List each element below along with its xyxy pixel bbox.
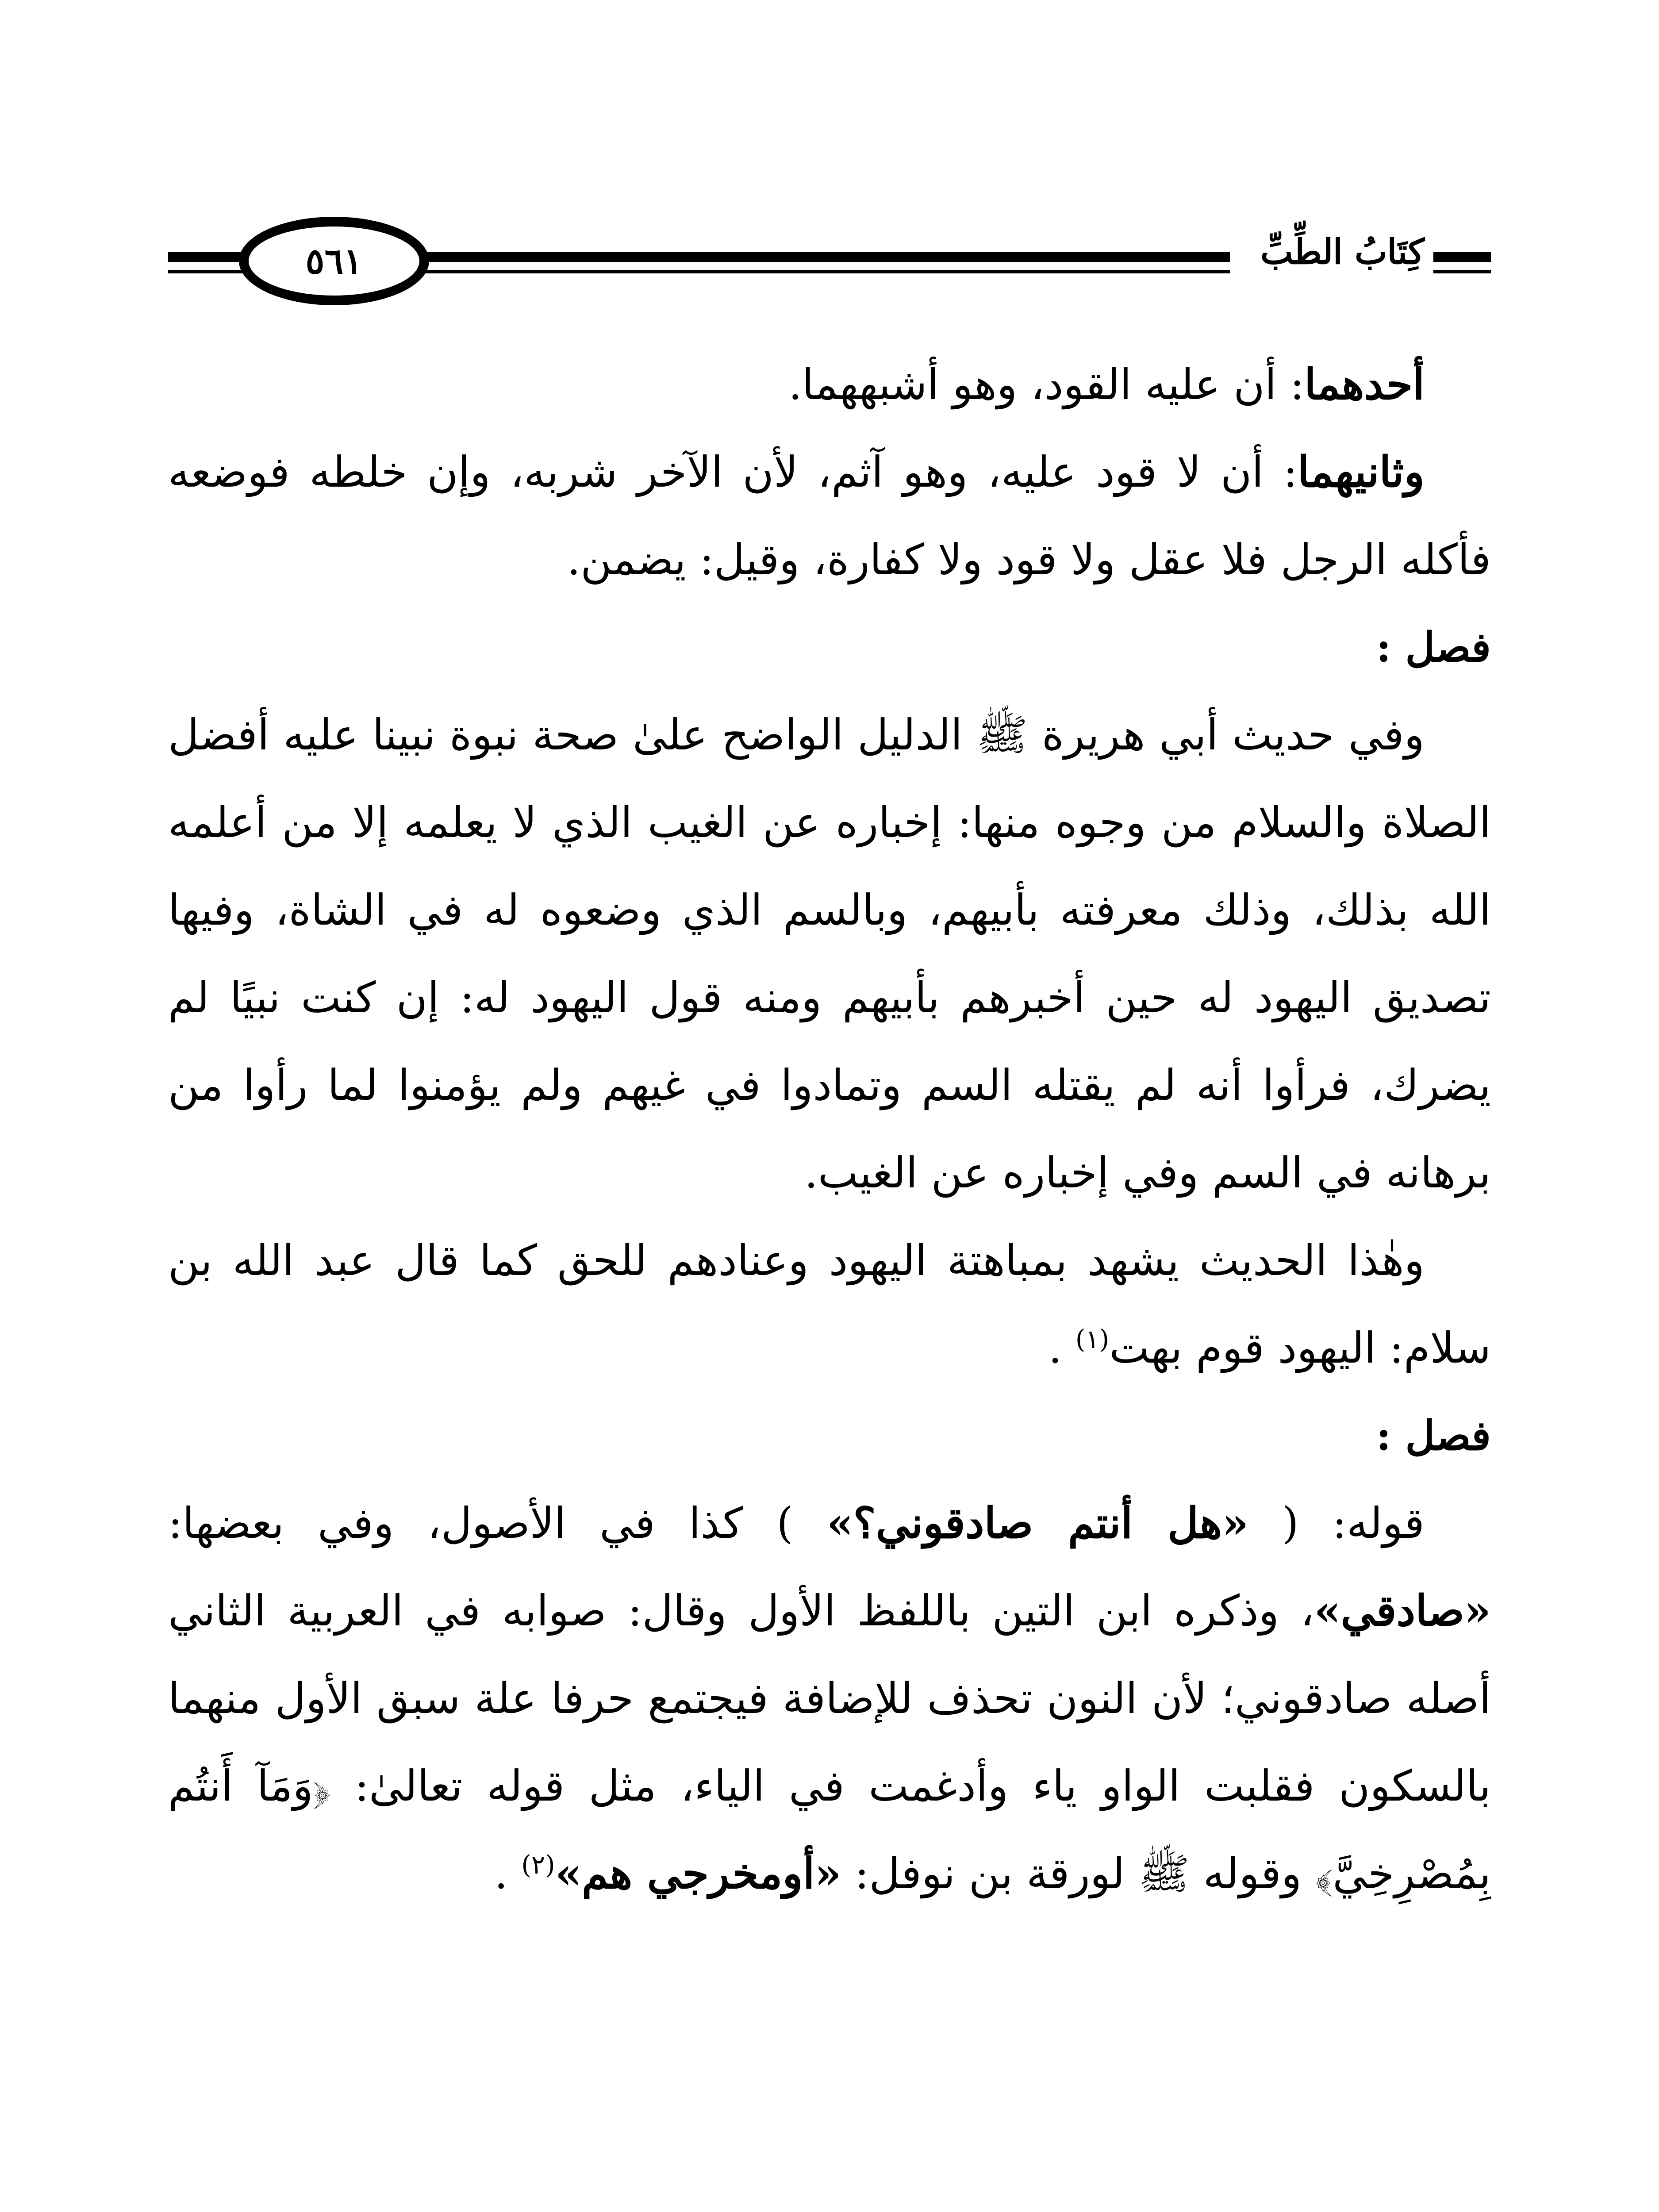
- header-rule-middle-thick: [425, 252, 1230, 262]
- footnote-ref-1[interactable]: (١): [1075, 1324, 1110, 1354]
- header-rule-right-thin: [1433, 270, 1491, 273]
- paragraph-second-opinion: [168, 428, 1491, 603]
- grammar-note-mid-1: ) كذا في الأصول، وفي بعضها:: [168, 1498, 793, 1548]
- main-text: [168, 341, 1491, 1917]
- section-heading-1: فصل :: [1376, 623, 1491, 671]
- header-rule-left-thin: [168, 270, 248, 273]
- hadith-witness-end: .: [1048, 1323, 1062, 1373]
- quote-sadiqi: «صادقي»: [1314, 1586, 1491, 1636]
- page-header: [168, 212, 1491, 323]
- grammar-note-start: قوله: (: [1282, 1498, 1425, 1548]
- quote-are-you-truthful: «هل أنتم صادقوني؟»: [826, 1498, 1249, 1548]
- page-number: ٥٦١: [305, 240, 363, 282]
- header-rule-middle-thin: [425, 270, 1230, 273]
- chapter-title: كِتَابُ الطِّبِّ: [1260, 232, 1425, 272]
- first-opinion-label: أحدهما: [1304, 359, 1425, 409]
- footnote-ref-2[interactable]: (٢): [521, 1850, 555, 1880]
- first-opinion-text: : أن عليه القود، وهو أشبههما.: [788, 360, 1305, 409]
- second-opinion-text: : أن لا قود عليه، وهو آثم، لأن الآخر شربه، وإن خلطه فوضعه فأكله الرجل فلا عقل ولا قود ولا كفارة، وقيل: يضمن.: [168, 447, 1491, 584]
- paragraph-hadith-witness: [168, 1217, 1491, 1392]
- page-number-oval: [239, 217, 429, 305]
- header-rule-left-thick: [168, 252, 248, 262]
- grammar-note-end: .: [494, 1849, 508, 1898]
- hadith-witness-text: وهٰذا الحديث يشهد بمباهتة اليهود وعنادهم للحق كما قال عبد الله بن سلام: اليهود قوم بهت: [168, 1236, 1491, 1373]
- quote-will-they-expel-me: «أومخرجي هم»: [555, 1848, 841, 1898]
- paragraph-grammar-note: [168, 1479, 1491, 1917]
- grammar-note-mid-2: ، وذكره ابن التين باللفظ الأول وقال: صوابه في العربية الثاني أصله صادقوني؛ لأن النون تحذف للإضافة فيجتمع حرفا علة سبق الأول منهما بالسكون فقلبت الواو ياء وأدغمت في الياء، مثل قوله تعالىٰ: ﴿وَمَآ أَنتُم بِمُصْرِخِيَّ﴾ وقوله ﷺ لورقة بن نوفل:: [168, 1586, 1491, 1898]
- header-rule-right-thick: [1433, 252, 1491, 262]
- paragraph-hadith-abu-hurayra: وفي حديث أبي هريرة ﷺ الدليل الواضح علىٰ صحة نبوة نبينا عليه أفضل الصلاة والسلام من وجوه منها: إخباره عن الغيب الذي لا يعلمه إلا من أعلمه الله بذلك، وذلك معرفته بأبيهم، وبالسم الذي وضعوه له في الشاة، وفيها تصديق اليهود له حين أخبرهم بأبيهم ومنه قول اليهود له: إن كنت نبيًا لم يضرك، فرأوا أنه لم يقتله السم وتمادوا في غيهم ولم يؤمنوا لما رأوا من برهانه في السم وفي إخباره عن الغيب.: [168, 710, 1491, 1198]
- paragraph-first-opinion: [168, 341, 1491, 428]
- section-heading-2: فصل :: [1376, 1412, 1491, 1459]
- second-opinion-label: وثانيهما: [1297, 447, 1425, 497]
